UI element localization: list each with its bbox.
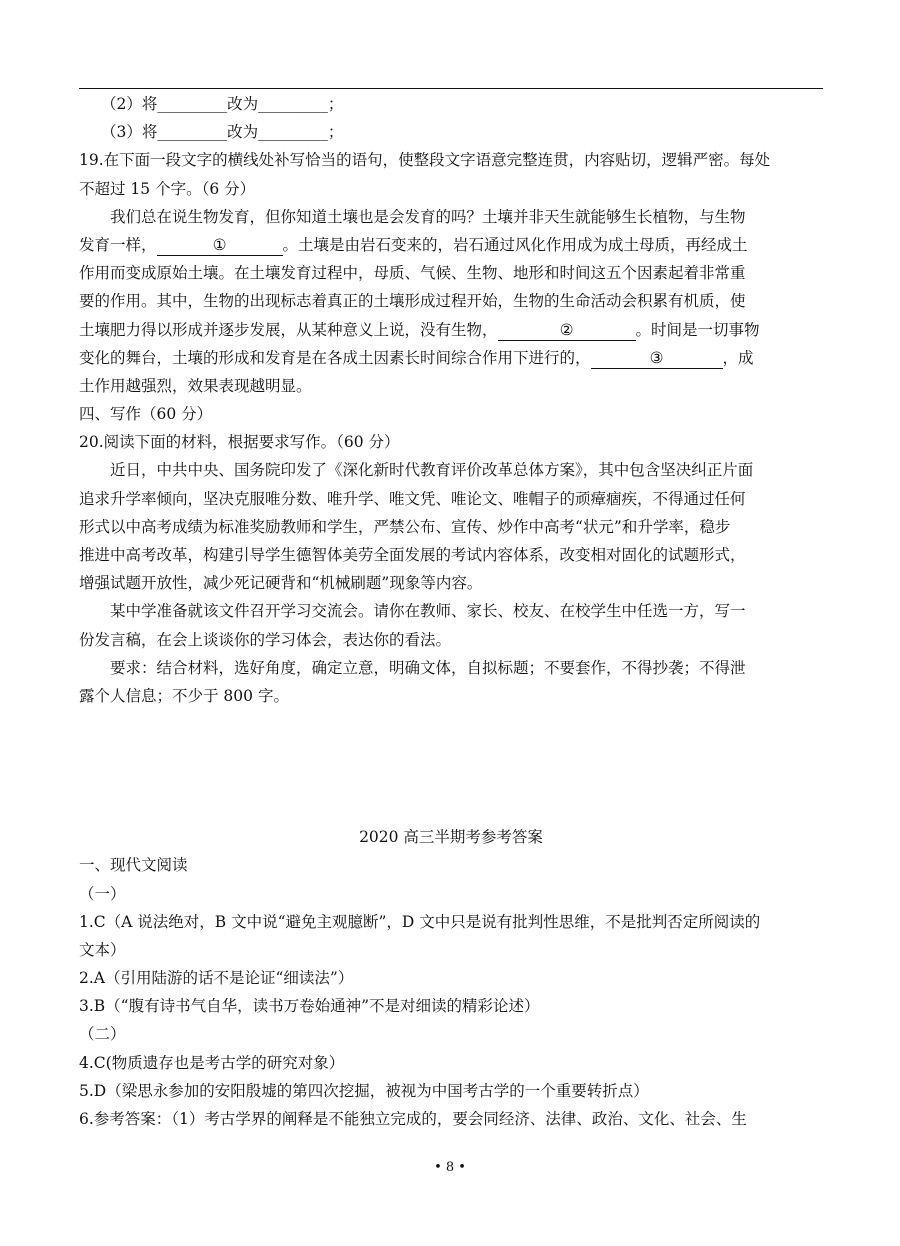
answers-part-1: （一） bbox=[79, 884, 126, 903]
q19-passage-line-7: 土作用越强烈，效果表现越明显。 bbox=[79, 376, 312, 395]
q20-material-line-1: 近日，中共中央、国务院印发了《深化新时代教育评价改革总体方案》，其中包含坚决纠正片面 bbox=[110, 461, 754, 480]
q20-task-line-1: 某中学准备就该文件召开学习交流会。请你在教师、家长、校友、在校学生中任选一方，写一 bbox=[110, 602, 746, 621]
q20-requirement-line-2: 露个人信息；不少于 800 字。 bbox=[79, 686, 289, 705]
q20-requirement-line-1: 要求：结合材料，选好角度，确定立意，明确文体，自拟标题；不要套作，不得抄袭；不得泄 bbox=[110, 658, 746, 677]
answers-title: 2020 高三半期考参考答案 bbox=[359, 828, 543, 847]
q19-passage-line-3: 作用而变成原始土壤。在土壤发育过程中，母质、气候、生物、地形和时间这五个因素起着非常重 bbox=[79, 264, 746, 283]
q20-material-line-5: 增强试题开放性，减少死记硬背和“机械刷题”现象等内容。 bbox=[79, 574, 483, 593]
answer-5: 5.D（梁思永参加的安阳殷墟的第四次挖掘，被视为中国考古学的一个重要转折点） bbox=[79, 1081, 649, 1100]
q19-passage-line-4: 要的作用。其中，生物的出现标志着真正的土壤形成过程开始，生物的生命活动会积累有机质，使 bbox=[79, 292, 746, 311]
q19-passage-line-6: 变化的舞台，土壤的形成和发育是在各成土因素长时间综合作用下进行的， ③ ，成 bbox=[79, 348, 754, 367]
document-page bbox=[79, 90, 823, 1133]
q20-title: 20.阅读下面的材料，根据要求写作。（60 分） bbox=[79, 433, 400, 452]
page-number: • 8 • bbox=[434, 1160, 466, 1175]
q19-stem-line-1: 19.在下面一段文字的横线处补写恰当的语句，使整段文字语意完整连贯，内容贴切，逻辑严密。每处 bbox=[79, 151, 771, 170]
q19-passage-line-2: 发育一样， ① 。土壤是由岩石变来的，岩石通过风化作用成为成土母质，再经成土 bbox=[79, 235, 748, 254]
answer-3: 3.B（“腹有诗书气自华，读书万卷始通神”不是对细读的精彩论述） bbox=[79, 997, 540, 1016]
q19-passage-line-1: 我们总在说生物发育，但你知道土壤也是会发育的吗？土壤并非天生就能够生长植物，与生物 bbox=[110, 207, 746, 226]
q20-task-line-2: 份发言稿，在会上谈谈你的学习体会，表达你的看法。 bbox=[79, 630, 452, 649]
answer-1-line-1: 1.C（A 说法绝对，B 文中说“避免主观臆断”，D 文中只是说有批判性思维，不是批判否定所阅读的 bbox=[79, 912, 761, 931]
answer-1-line-2: 文本） bbox=[79, 940, 126, 959]
q20-material-line-2: 追求升学率倾向，坚决克服唯分数、唯升学、唯文凭、唯论文、唯帽子的顽瘴痼疾，不得通过任何 bbox=[79, 489, 746, 508]
section-writing-heading: 四、写作（60 分） bbox=[79, 405, 213, 424]
q19-stem-line-2: 不超过 15 个字。（6 分） bbox=[79, 179, 256, 198]
q19-passage-line-5: 土壤肥力得以形成并逐步发展，从某种意义上说，没有生物， ② 。时间是一切事物 bbox=[79, 320, 760, 339]
answers-section-heading: 一、现代文阅读 bbox=[79, 856, 188, 875]
answers-part-2: （二） bbox=[79, 1025, 126, 1044]
fill-blank-1: ① bbox=[157, 236, 283, 256]
blank-space bbox=[79, 710, 823, 823]
fill-blank-2: ② bbox=[498, 321, 636, 341]
q18-item-2: （2）将_________改为_________； bbox=[101, 95, 344, 113]
answer-2: 2.A（引用陆游的话不是论证“细读法”） bbox=[79, 969, 354, 988]
answer-4: 4.C(物质遗存也是考古学的研究对象） bbox=[79, 1053, 345, 1072]
q18-item-3: （3）将_________改为_________； bbox=[101, 123, 344, 142]
answer-6: 6.参考答案：（1）考古学界的阐释是不能独立完成的，要会同经济、法律、政治、文化、社会、生 bbox=[79, 1110, 747, 1128]
fill-blank-3: ③ bbox=[591, 349, 723, 369]
header-rule bbox=[79, 88, 823, 89]
q20-material-line-3: 形式以中高考成绩为标准奖励教师和学生，严禁公布、宣传、炒作中高考“状元”和升学率，稳步 bbox=[79, 517, 731, 536]
q20-material-line-4: 推进中高考改革，构建引导学生德智体美劳全面发展的考试内容体系，改变相对固化的试题形式， bbox=[79, 546, 746, 564]
